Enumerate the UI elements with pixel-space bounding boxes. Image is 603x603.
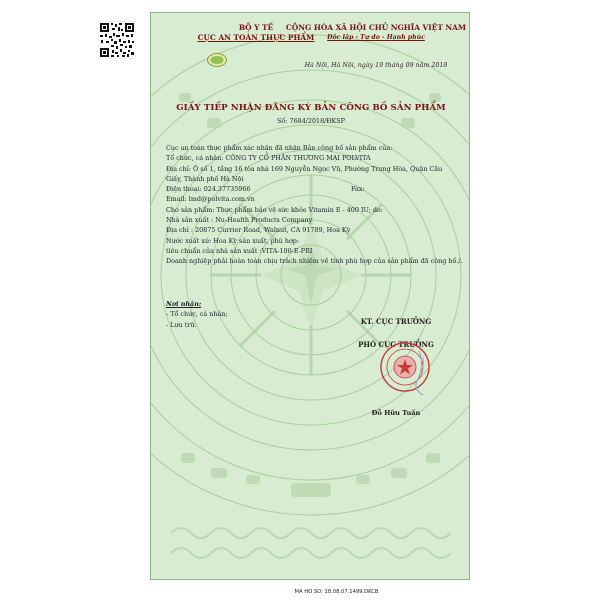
manufacturer-address-line: Địa chỉ : 20875 Currier Road, Walnut, CA 91789, Hoa Kỳ	[166, 226, 351, 235]
dossier-code-footer: MA HO SO: 18.08.07.1499.DKCB	[294, 589, 379, 595]
qr-code	[98, 21, 136, 59]
document-page	[150, 12, 470, 580]
document-title: GIẤY TIẾP NHẬN ĐĂNG KÝ BẢN CÔNG BỐ SẢN PHẨM	[176, 103, 446, 113]
recipient-item: - Tổ chức, cá nhân;	[166, 310, 228, 319]
manufacturer-line: Nhà sản xuất : Nu-Health Products Company	[166, 216, 313, 225]
recipient-item: - Lưu trữ.	[166, 320, 197, 329]
national-motto: Độc lập - Tự do - Hạnh phúc	[327, 34, 425, 41]
certificate-sheet	[150, 12, 470, 580]
address-line-2: Giấy, Thành phố Hà Nội	[166, 174, 244, 183]
food-safety-logo	[207, 53, 227, 67]
country-name: CỘNG HÒA XÃ HỘI CHỦ NGHĨA VIỆT NAM	[285, 23, 467, 32]
signer-name: Đỗ Hữu Tuấn	[371, 409, 421, 417]
issue-date: Hà Nội, Hà Nội, ngày 19 tháng 09 năm 2018	[304, 62, 448, 69]
contact-line	[166, 184, 466, 194]
standard-line: tiêu chuẩn của nhà sản xuất :VITA-100-E-PRI	[166, 246, 313, 255]
signer-position: PHÓ CỤC TRƯỞNG	[358, 340, 434, 349]
signer-authority: KT. CỤC TRƯỞNG	[360, 317, 432, 326]
registration-number: Số: 7684/2018/ĐKSP	[277, 117, 345, 125]
official-seal-stamp	[379, 339, 437, 397]
responsibility-line: Doanh nghiệp phải hoàn toàn chịu trách nhiệm về tính phù hợp của sản phẩm đã công bố./.	[166, 257, 463, 266]
certificate-body	[166, 143, 466, 267]
organization-line: Tổ chức, cá nhân: CÔNG TY CỔ PHẦN THƯƠNG MẠI POLVITA	[166, 154, 371, 163]
bronze-drum-watermark	[151, 13, 470, 580]
phone-text: Điện thoại: 024.37735966	[166, 185, 251, 194]
email-line: Email: lmd@polvita.com.vn	[166, 195, 255, 204]
republic-block	[281, 23, 470, 42]
fax-text: Fax:	[351, 185, 365, 194]
origin-line: Nước xuất xứ: Hoa Kỳ sản xuất, phù hợp:	[166, 236, 300, 245]
product-line: Cho sản phẩm: Thực phẩm bảo vệ sức khỏe Vitamin E - 400 IU; do:	[166, 205, 383, 214]
department-name: CỤC AN TOÀN THỰC PHẨM	[197, 33, 315, 42]
intro-line: Cục an toàn thực phẩm xác nhận đã nhận Bản công bố sản phẩm của:	[166, 144, 393, 152]
recipients-block	[166, 299, 228, 330]
recipients-title: Nơi nhận:	[166, 300, 202, 308]
ministry-name: BỘ Y TẾ	[238, 23, 274, 32]
address-line-1: Địa chỉ: Ô số 1, tầng 16 tòa nhà 169 Nguyễn Ngọc Vũ, Phường Trung Hòa, Quận Cầu	[166, 164, 443, 173]
